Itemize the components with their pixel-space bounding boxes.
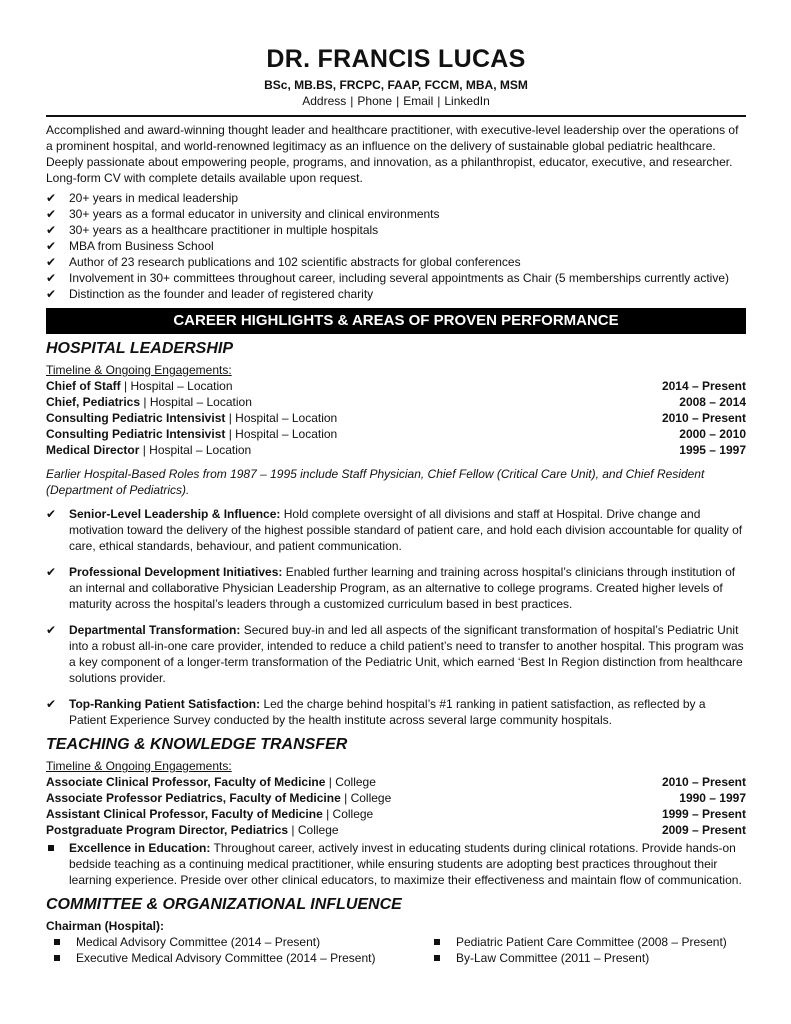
section-title-hospital: HOSPITAL LEADERSHIP	[46, 340, 233, 357]
checkmark-icon: ✔	[46, 565, 57, 579]
list-item: ✔ Departmental Transformation: Secured buy-in and led all aspects of the significant transformation of hospital’s Pediatric Unit into a robust all-in-one care provider, intended to reduce a child patient’s need to transfer to another hospital. This program was a key component of a longer-term transformation of the Pediatric Unit, which earned ‘Best In Region distinction from healthcare solutions provider.	[46, 623, 744, 685]
square-bullet-icon	[48, 845, 54, 851]
role-row: Postgraduate Program Director, Pediatrics | College 2009 – Present	[46, 823, 746, 837]
contact-line: Address | Phone | Email | LinkedIn	[302, 94, 490, 108]
list-item: ✔ 20+ years in medical leadership	[46, 191, 239, 205]
timeline-label: Timeline & Ongoing Engagements:	[46, 759, 232, 773]
highlights-list	[46, 190, 746, 302]
header-divider	[46, 115, 746, 117]
list-item: ✔ Distinction as the founder and leader of registered charity	[46, 287, 374, 301]
list-item: ✔ Top-Ranking Patient Satisfaction: Led the charge behind hospital’s #1 ranking in patient satisfaction, as reflected by a Patient Experience Survey conducted by the health institute across several large community hospitals.	[46, 697, 706, 727]
resume-page	[46, 44, 746, 966]
list-item: ✔ 30+ years as a formal educator in university and clinical environments	[46, 207, 440, 221]
role-row: Consulting Pediatric Intensivist | Hospital – Location 2000 – 2010	[46, 427, 746, 441]
committee-column-left	[46, 934, 426, 966]
square-bullet-icon	[54, 939, 60, 945]
earlier-roles-note: Earlier Hospital-Based Roles from 1987 – 1995 include Staff Physician, Chief Fellow (Critical Care Unit), and Chief Resident (Department of Pediatrics).	[46, 467, 705, 497]
checkmark-icon: ✔	[46, 239, 57, 253]
role-row: Chief, Pediatrics | Hospital – Location 2008 – 2014	[46, 395, 746, 409]
role-row: Chief of Staff | Hospital – Location 2014 – Present	[46, 379, 746, 393]
credentials: BSc, MB.BS, FRCPC, FAAP, FCCM, MBA, MSM	[264, 78, 528, 92]
checkmark-icon: ✔	[46, 191, 57, 205]
summary-paragraph: Accomplished and award-winning thought leader and healthcare practitioner, with executive-level leadership over the operations of a prominent hospital, and world-renowned legitimacy as an influence on the delivery of sustainable global pediatric healthcare. Deeply passionate about empowering people, programs, and innovation, as a philanthropist, educator, executive, and researcher. Long-form CV with complete details available upon request.	[46, 123, 739, 185]
list-item: ✔ MBA from Business School	[46, 239, 214, 253]
checkmark-icon: ✔	[46, 223, 57, 237]
timeline-label: Timeline & Ongoing Engagements:	[46, 363, 232, 377]
role-row: Associate Clinical Professor, Faculty of Medicine | College 2010 – Present	[46, 775, 746, 789]
square-bullet-icon	[54, 955, 60, 961]
role-row: Assistant Clinical Professor, Faculty of Medicine | College 1999 – Present	[46, 807, 746, 821]
list-item: Executive Medical Advisory Committee (2014 – Present)	[46, 950, 426, 966]
contact-linkedin[interactable]: LinkedIn	[444, 94, 490, 108]
list-item: ✔ Involvement in 30+ committees throughout career, including several appointments as Chair (5 memberships currently active)	[46, 271, 729, 285]
list-item: ✔ Senior-Level Leadership & Influence: Hold complete oversight of all divisions and staff at Hospital. Drive change and motivation toward the delivery of the highest possible standard of patient care, and hold each division accountable for quality of care, ethical standards, behaviour, and patient communication.	[46, 507, 743, 553]
teaching-achievements	[46, 840, 746, 888]
list-item: ✔ Author of 23 research publications and 102 scientific abstracts for global conferences	[46, 255, 521, 269]
contact-email[interactable]: Email	[403, 94, 434, 108]
section-banner: CAREER HIGHLIGHTS & AREAS OF PROVEN PERFORMANCE	[46, 308, 746, 334]
contact-address[interactable]: Address	[302, 94, 347, 108]
contact-phone[interactable]: Phone	[357, 94, 393, 108]
checkmark-icon: ✔	[46, 623, 57, 637]
candidate-name: DR. FRANCIS LUCAS	[266, 45, 526, 73]
checkmark-icon: ✔	[46, 207, 57, 221]
checkmark-icon: ✔	[46, 287, 57, 301]
chairman-label: Chairman (Hospital):	[46, 919, 165, 933]
list-item: Medical Advisory Committee (2014 – Present)	[46, 934, 426, 950]
checkmark-icon: ✔	[46, 271, 57, 285]
role-row: Medical Director | Hospital – Location 1995 – 1997	[46, 443, 746, 457]
role-row: Associate Professor Pediatrics, Faculty of Medicine | College 1990 – 1997	[46, 791, 746, 805]
committee-columns	[46, 934, 746, 966]
list-item: Excellence in Education: Throughout career, actively invest in educating students during clinical rotations. Provide hands-on bedside teaching as a continuing medical practitioner, while ensuring students are adopting best practices throughout their learning experience. Preside over other clinical educators, to maximize their effectiveness and maintain flow of communication.	[46, 840, 746, 888]
checkmark-icon: ✔	[46, 255, 57, 269]
list-item: Pediatric Patient Care Committee (2008 – Present)	[426, 934, 746, 950]
list-item: ✔ 30+ years as a healthcare practitioner in multiple hospitals	[46, 223, 379, 237]
section-title-teaching: TEACHING & KNOWLEDGE TRANSFER	[46, 736, 348, 753]
role-row: Consulting Pediatric Intensivist | Hospital – Location 2010 – Present	[46, 411, 746, 425]
section-title-committee: COMMITTEE & ORGANIZATIONAL INFLUENCE	[46, 896, 402, 913]
hospital-achievements	[46, 506, 746, 728]
checkmark-icon: ✔	[46, 697, 57, 711]
list-item: ✔ Professional Development Initiatives: Enabled further learning and training across hospital’s clinicians through institution of an internal and collaborative Physician Leadership Program, as an alternative to college programs. Created higher levels of maturity across the hospital’s leaders through a customized curriculum based in best practices.	[46, 565, 736, 611]
square-bullet-icon	[434, 939, 440, 945]
square-bullet-icon	[434, 955, 440, 961]
checkmark-icon: ✔	[46, 507, 57, 521]
committee-column-right	[426, 934, 746, 966]
list-item: By-Law Committee (2011 – Present)	[426, 950, 746, 966]
